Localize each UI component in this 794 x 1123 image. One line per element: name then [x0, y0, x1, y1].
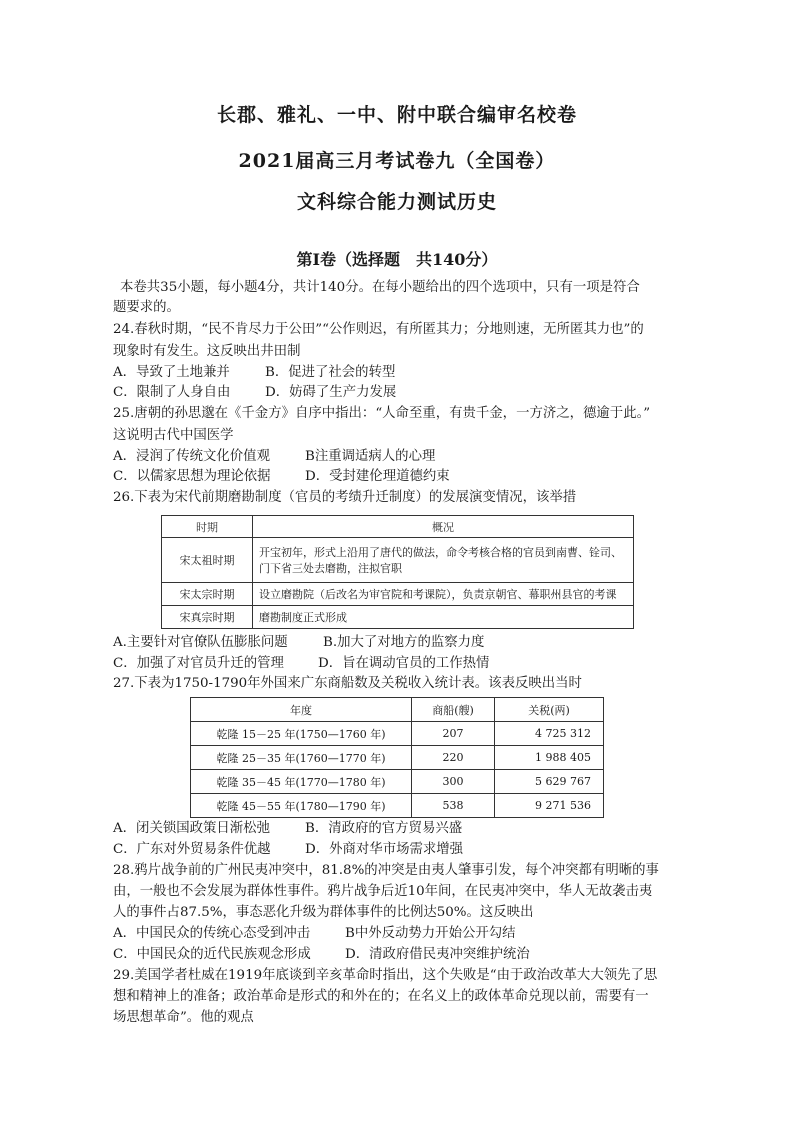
q24-option-b: B．促进了社会的转型 — [265, 365, 396, 380]
q27-option-d: D．外商对华市场需求增强 — [305, 842, 464, 857]
q26-cell-period: 宋真宗时期 — [162, 606, 253, 629]
q28-option-a: A．中国民众的传统心态受到冲击 — [113, 926, 311, 941]
q26-cell-summary — [253, 538, 634, 583]
q24-stem-line-2: 现象时有发生。这反映出井田制 — [113, 344, 301, 359]
q26-table — [161, 515, 634, 629]
q27-table-header-row — [191, 698, 604, 722]
q25-stem-line-2: 这说明古代中国医学 — [113, 428, 234, 443]
q28-option-d: D．清政府借民夷冲突维护统治 — [345, 947, 530, 962]
q27-header-tax: 关税(两) — [495, 698, 604, 722]
q28-stem-line-1: 28.鸦片战争前的广州民夷冲突中，81.8%的冲突是由夷人肇事引发，每个冲突都有明晰的事 — [113, 863, 659, 878]
title-school-alliance: 长郡、雅礼、一中、附中联合编审名校卷 — [216, 104, 577, 126]
q26-header-period: 时期 — [162, 516, 253, 538]
q28-option-c: C．中国民众的近代民族观念形成 — [113, 947, 311, 962]
table-row — [191, 770, 604, 794]
table-row — [162, 606, 634, 629]
q27-cell-year: 乾隆 25－35 年(1760—1770 年) — [191, 746, 412, 770]
q25-option-d: D．受封建伦理道德约束 — [305, 469, 450, 484]
q26-cell-summary-line: 开宝初年，形式上沿用了唐代的做法，命令考核合格的官员到南曹、铨司、 — [259, 546, 622, 559]
q24-option-c: C．限制了人身自由 — [113, 385, 231, 400]
q26-cell-summary: 磨勘制度正式形成 — [253, 606, 634, 629]
q27-option-c: C．广东对外贸易条件优越 — [113, 842, 271, 857]
section-title: 第Ⅰ卷（选择题 共140分） — [296, 250, 498, 269]
q29-stem-line-2: 想和精神上的准备；政治革命是形式的和外在的；在名义上的政体革命兑现以前，需要有一 — [113, 989, 649, 1004]
q27-option-b: B．清政府的官方贸易兴盛 — [305, 821, 463, 836]
q25-option-c: C．以儒家思想为理论依据 — [113, 469, 271, 484]
q26-cell-summary-line: 门下省三处去磨勘，注拟官职 — [259, 562, 402, 575]
q28-option-b: B中外反动势力开始公开勾结 — [345, 926, 516, 941]
q27-cell-tax: 4 725 312 — [495, 722, 604, 746]
q27-cell-tax: 5 629 767 — [495, 770, 604, 794]
q27-header-ships: 商船(艘) — [412, 698, 495, 722]
q26-table-header-row — [162, 516, 634, 538]
q27-cell-tax: 1 988 405 — [495, 746, 604, 770]
q27-header-year: 年度 — [191, 698, 412, 722]
q27-stem-line-1: 27.下表为1750-1790年外国来广东商船数及关税收入统计表。该表反映出当时 — [113, 676, 582, 691]
q27-option-a: A．闭关锁国政策日渐松弛 — [113, 821, 270, 836]
q29-stem-line-3: 场思想革命”。他的观点 — [113, 1010, 254, 1025]
q27-cell-ships: 300 — [412, 770, 495, 794]
q27-cell-year: 乾隆 45－55 年(1780—1790 年) — [191, 794, 412, 818]
intro-line-1: 本卷共35小题，每小题4分，共计140分。在每小题给出的四个选项中，只有一项是符合 — [120, 280, 640, 295]
q24-option-a: A．导致了土地兼并 — [113, 365, 230, 380]
q26-option-c: C．加强了对官员升迁的管理 — [113, 656, 284, 671]
q26-option-d: D．旨在调动官员的工作热情 — [318, 656, 490, 671]
q29-stem-line-1: 29.美国学者杜威在1919年底谈到辛亥革命时指出，这个失败是“由于政治改革大大领先了思 — [113, 968, 658, 983]
table-row — [162, 583, 634, 606]
q27-table — [190, 697, 604, 818]
q27-cell-year: 乾隆 15－25 年(1750—1760 年) — [191, 722, 412, 746]
q24-stem-line-1: 24.春秋时期，“民不肯尽力于公田”“公作则迟，有所匿其力；分地则速，无所匿其力也”的 — [113, 322, 644, 337]
q27-cell-ships: 207 — [412, 722, 495, 746]
q26-cell-period: 宋太祖时期 — [162, 538, 253, 583]
q26-cell-summary: 设立磨勘院（后改名为审官院和考课院），负责京朝官、幕职州县官的考课 — [253, 583, 634, 606]
q25-stem-line-1: 25.唐朝的孙思邈在《千金方》自序中指出：“人命至重，有贵千金，一方济之，德逾于此。” — [113, 406, 651, 421]
title-exam-name: 2021届高三月考试卷九（全国卷） — [238, 150, 556, 172]
q28-stem-line-3: 人的事件占87.5%，事态恶化升级为群体事件的比例达50%。这反映出 — [113, 905, 534, 920]
q25-option-a: A．浸润了传统文化价值观 — [113, 449, 270, 464]
q25-option-b: B注重调适病人的心理 — [305, 449, 436, 464]
q27-cell-year: 乾隆 35－45 年(1770—1780 年) — [191, 770, 412, 794]
q26-option-a: A.主要针对官僚队伍膨胀问题 — [113, 635, 288, 650]
title-subject: 文科综合能力测试历史 — [296, 191, 497, 213]
q28-stem-line-2: 由，一般也不会发展为群体性事件。鸦片战争后近10年间，在民夷冲突中，华人无故袭击夷 — [113, 884, 653, 899]
q24-option-d: D．妨碍了生产力发展 — [265, 385, 397, 400]
table-row — [191, 794, 604, 818]
q27-cell-ships: 220 — [412, 746, 495, 770]
intro-line-2: 题要求的。 — [113, 300, 180, 315]
table-row — [162, 538, 634, 583]
q26-stem-line-1: 26.下表为宋代前期磨勘制度（官员的考绩升迁制度）的发展演变情况，该举措 — [113, 490, 577, 505]
q26-header-summary: 概况 — [253, 516, 634, 538]
q26-cell-period: 宋太宗时期 — [162, 583, 253, 606]
table-row — [191, 746, 604, 770]
q26-option-b: B.加大了对地方的监察力度 — [323, 635, 485, 650]
q27-cell-tax: 9 271 536 — [495, 794, 604, 818]
table-row — [191, 722, 604, 746]
q27-cell-ships: 538 — [412, 794, 495, 818]
